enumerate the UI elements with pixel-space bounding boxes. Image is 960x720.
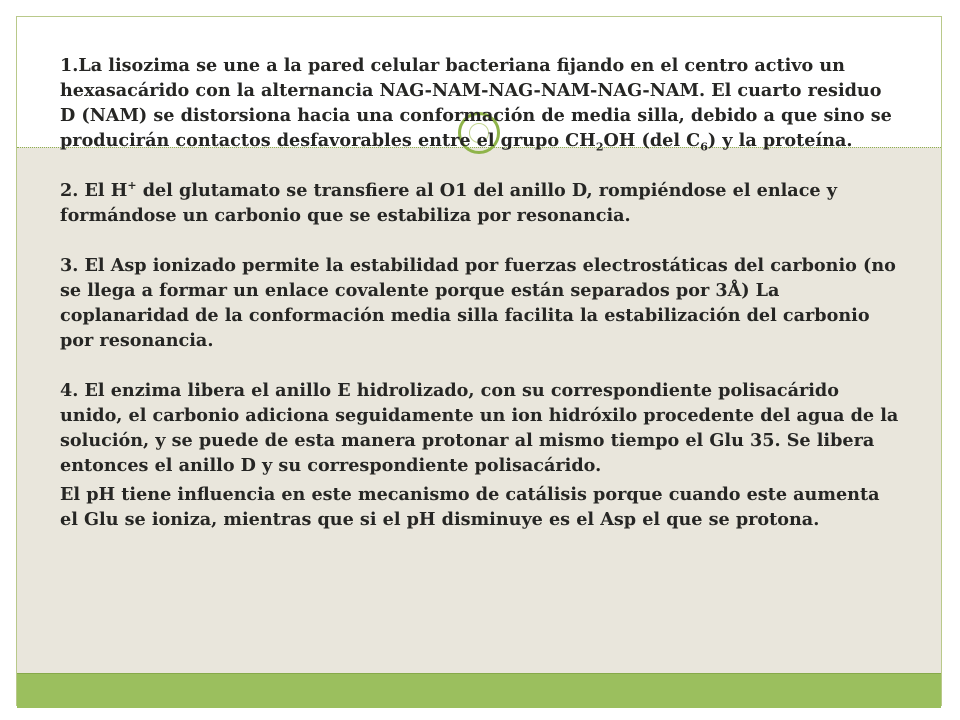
paragraph-5: El pH tiene influencia en este mecanismo de catálisis porque cuando este aumenta el Glu se ioniza, mientras que si el pH disminuye es el Asp el que se protona. (60, 484, 880, 530)
paragraph-2 (60, 178, 900, 228)
superscript-plus: + (127, 179, 137, 193)
subscript-6: 6 (700, 140, 708, 154)
paragraph-1-text-a: 1.La lisozima se une a la pared celular bacteriana fijando en el centro activo un hexasacárido con la alternancia NAG-NAM-NAG-NAM-NAG-NAM. El cuarto residuo D (NAM) se distorsiona hacia una conformación de media silla, debido a que sino se producirán contactos desfavorables entre el grupo CH (60, 55, 892, 151)
slide-body (60, 53, 900, 532)
paragraph-3: 3. El Asp ionizado permite la estabilidad por fuerzas electrostáticas del carbonio (no se llega a formar un enlace covalente porque están separados por 3Å) La coplanaridad de la conformación media silla facilita la estabilización del carbonio por resonancia. (60, 255, 896, 351)
paragraph-1 (60, 53, 900, 153)
paragraph-2-text-b: del glutamato se transfiere al O1 del anillo D, rompiéndose el enlace y formándose un carbonio que se estabiliza por resonancia. (60, 180, 837, 226)
subscript-2: 2 (595, 140, 604, 154)
footer-bar (17, 673, 941, 708)
paragraph-1-text-b: OH (del C (603, 130, 701, 151)
paragraph-2-text-a: 2. El H (60, 180, 128, 201)
paragraph-4: 4. El enzima libera el anillo E hidrolizado, con su correspondiente polisacárido unido, el carbonio adiciona seguidamente un ion hidróxilo procedente del agua de la solución, y se puede de esta manera protonar al mismo tiempo el Glu 35. Se libera entonces el anillo D y su correspondiente polisacárido. (60, 380, 899, 476)
paragraph-1-text-c: ) y la proteína. (707, 130, 853, 151)
